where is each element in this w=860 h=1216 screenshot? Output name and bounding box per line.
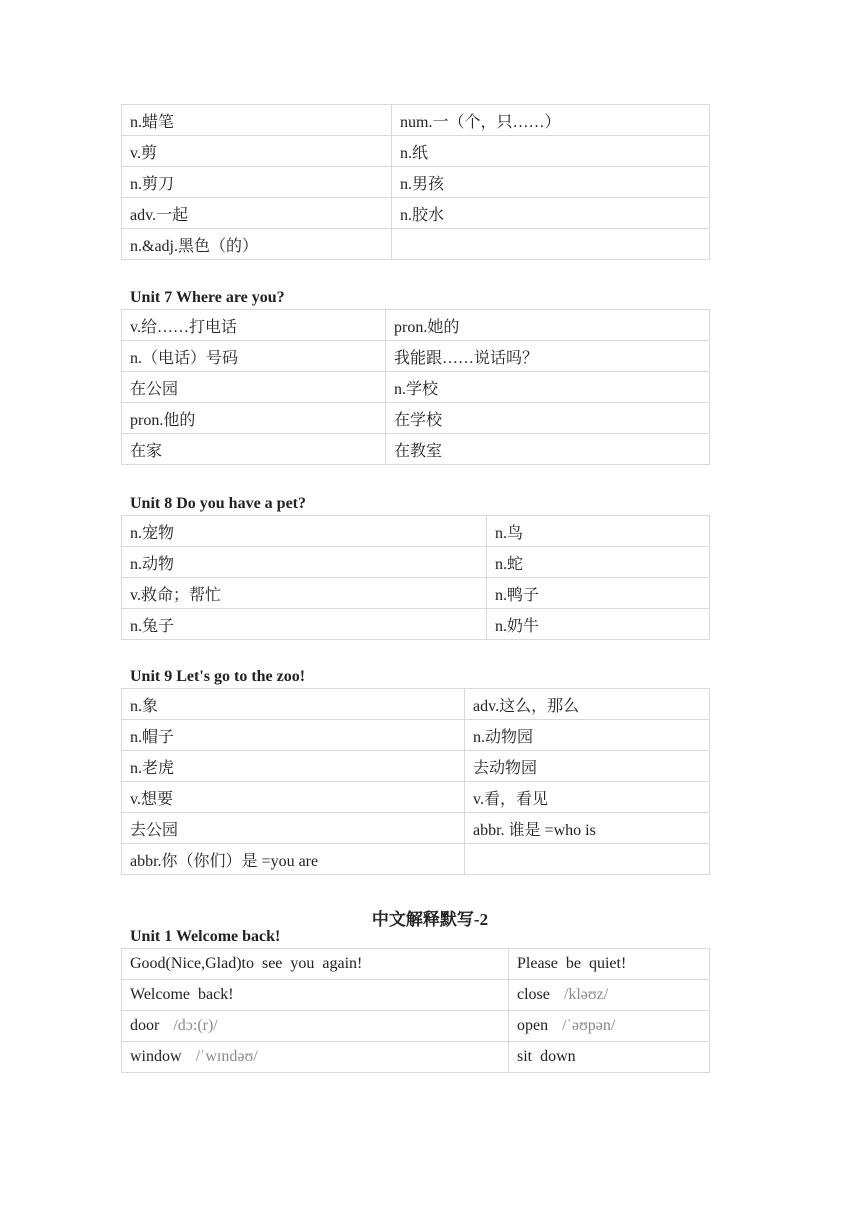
table-cell: 去公园: [122, 813, 465, 844]
table-row: [122, 782, 710, 813]
table-cell: 在教室: [386, 434, 710, 465]
table-row: [122, 372, 710, 403]
phonetic-transcription: /kləʊz/: [563, 986, 609, 1003]
table-row: [122, 609, 710, 640]
vocab-word: window: [130, 1048, 182, 1065]
table-cell: v.想要: [122, 782, 465, 813]
vocab-table-unit8: [121, 515, 709, 640]
table-row: [122, 229, 710, 260]
table-cell: n.动物园: [465, 720, 710, 751]
table-row: [122, 167, 710, 198]
table-cell: pron.他的: [122, 403, 386, 434]
vocab-word: close: [517, 986, 550, 1003]
table-row: [122, 516, 710, 547]
table-row: [122, 434, 710, 465]
table-cell: n.胶水: [392, 198, 710, 229]
unit9-heading: Unit 9 Let's go to the zoo!: [130, 668, 306, 685]
table-cell: v.剪: [122, 136, 392, 167]
table-row: [122, 720, 710, 751]
table-cell: [392, 229, 710, 260]
table-cell: [122, 949, 509, 980]
table-cell: n.宠物: [122, 516, 487, 547]
table-cell: adv.一起: [122, 198, 392, 229]
table-cell: num.一（个，只……）: [392, 105, 710, 136]
table-cell: n.纸: [392, 136, 710, 167]
table-row: [122, 105, 710, 136]
vocab-table-unit7: [121, 309, 709, 465]
phonetic-transcription: /dɔ:(r)/: [173, 1017, 218, 1034]
table-cell: n.动物: [122, 547, 487, 578]
table-row: [122, 689, 710, 720]
table-cell: [509, 980, 710, 1011]
table-cell: n.兔子: [122, 609, 487, 640]
table-row: [122, 578, 710, 609]
vocab-word: door: [130, 1017, 160, 1034]
table-row: [122, 310, 710, 341]
table-row: [122, 198, 710, 229]
table-cell: n.蛇: [487, 547, 710, 578]
vocab-table-unit1: [121, 948, 709, 1073]
table-row: [122, 813, 710, 844]
table-cell: n.男孩: [392, 167, 710, 198]
table-cell: n.学校: [386, 372, 710, 403]
table-row: [122, 547, 710, 578]
vocab-table-top: [121, 104, 709, 260]
table-row: [122, 844, 710, 875]
table-cell: v.看，看见: [465, 782, 710, 813]
table-cell: n.（电话）号码: [122, 341, 386, 372]
table-cell: [465, 844, 710, 875]
table-cell: [122, 1011, 509, 1042]
table-cell: n.老虎: [122, 751, 465, 782]
table-cell: [122, 980, 509, 1011]
table-row: [122, 751, 710, 782]
table-cell: 在公园: [122, 372, 386, 403]
table-cell: 在学校: [386, 403, 710, 434]
table-cell: n.奶牛: [487, 609, 710, 640]
table-cell: n.象: [122, 689, 465, 720]
table-cell: abbr.你（你们）是 =you are: [122, 844, 465, 875]
table-cell: n.帽子: [122, 720, 465, 751]
table-row: [122, 1011, 710, 1042]
phonetic-transcription: /ˈəʊpən/: [562, 1017, 616, 1034]
table-row: [122, 949, 710, 980]
table-cell: n.剪刀: [122, 167, 392, 198]
table-cell: abbr. 谁是 =who is: [465, 813, 710, 844]
table-cell: adv.这么，那么: [465, 689, 710, 720]
table-cell: [509, 1011, 710, 1042]
phonetic-transcription: /ˈwɪndəʊ/: [195, 1048, 258, 1065]
table-cell: 我能跟……说话吗？: [386, 341, 710, 372]
table-cell: [509, 1042, 710, 1073]
unit1-heading: Unit 1 Welcome back!: [130, 928, 281, 945]
table-cell: 去动物园: [465, 751, 710, 782]
table-cell: n.鸭子: [487, 578, 710, 609]
unit7-heading: Unit 7 Where are you?: [130, 289, 285, 306]
section-title: 中文解释默写-2: [371, 910, 489, 929]
table-row: [122, 341, 710, 372]
table-cell: v.给……打电话: [122, 310, 386, 341]
table-cell: 在家: [122, 434, 386, 465]
vocab-word: open: [517, 1017, 549, 1034]
vocab-word: Welcome back!: [130, 986, 234, 1003]
table-cell: pron.她的: [386, 310, 710, 341]
vocab-word: Please be quiet!: [517, 955, 627, 972]
vocab-word: Good(Nice,Glad)to see you again!: [130, 955, 363, 972]
table-cell: n.蜡笔: [122, 105, 392, 136]
table-cell: [509, 949, 710, 980]
table-cell: [122, 1042, 509, 1073]
vocab-table-unit9: [121, 688, 709, 875]
table-cell: n.鸟: [487, 516, 710, 547]
unit8-heading: Unit 8 Do you have a pet?: [130, 495, 307, 512]
table-cell: v.救命；帮忙: [122, 578, 487, 609]
vocab-word: sit down: [517, 1048, 576, 1065]
table-row: [122, 1042, 710, 1073]
table-cell: n.&adj.黑色（的）: [122, 229, 392, 260]
table-row: [122, 980, 710, 1011]
table-row: [122, 136, 710, 167]
table-row: [122, 403, 710, 434]
